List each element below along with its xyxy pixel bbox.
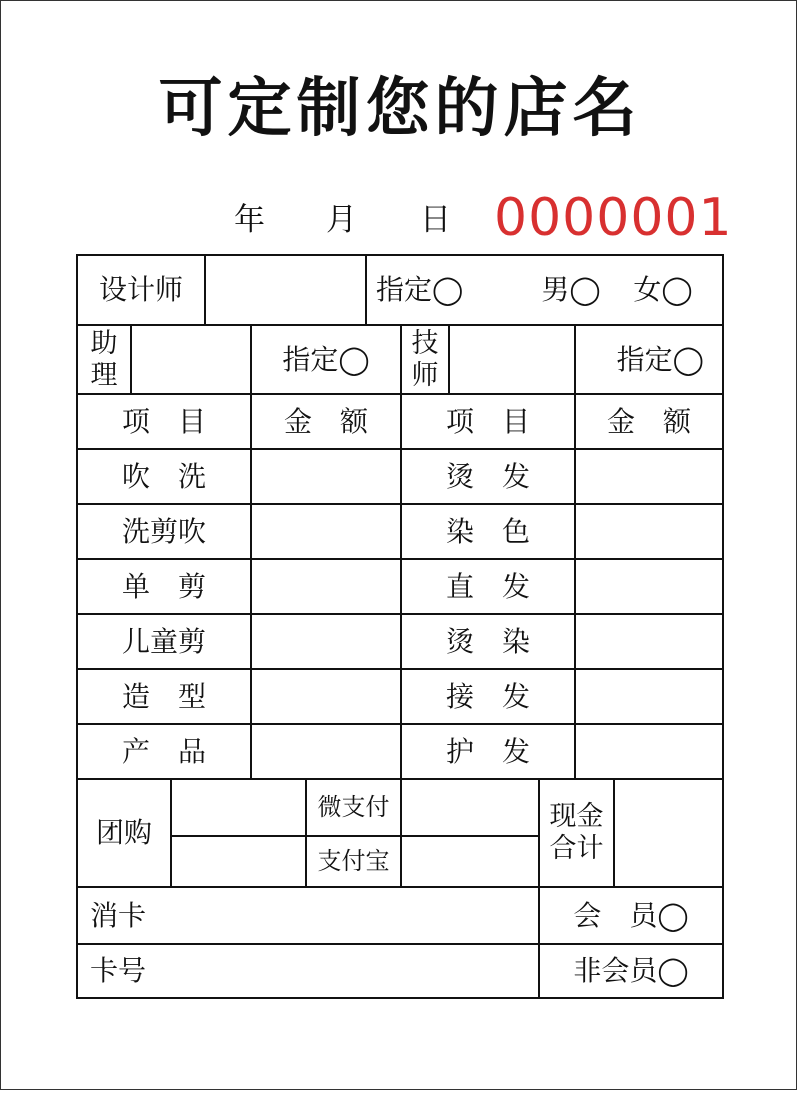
technician-name-field[interactable]	[450, 326, 574, 393]
amount-field[interactable]	[576, 725, 722, 778]
designer-name-field[interactable]	[206, 256, 365, 324]
service-item-blow-wash: 吹 洗	[121, 459, 206, 493]
card-number-label: 卡号	[90, 954, 147, 988]
amount-field[interactable]	[252, 670, 400, 723]
designer-designated-option[interactable]: 指定◯	[376, 273, 464, 307]
cash-total-label-top: 现金	[549, 801, 604, 832]
wechat-pay-label: 微支付	[317, 793, 390, 822]
group-buy-field-1[interactable]	[172, 780, 305, 835]
group-buy-field-2[interactable]	[172, 837, 305, 886]
service-item-perm: 烫 发	[445, 459, 530, 493]
service-item-product: 产 品	[121, 734, 206, 768]
cash-total-label-bottom: 合计	[549, 833, 604, 864]
header-item-left: 项 目	[121, 404, 206, 438]
card-consume-label: 消卡	[90, 898, 147, 932]
amount-field[interactable]	[576, 615, 722, 668]
service-item-styling: 造 型	[121, 679, 206, 713]
group-buy-label: 团购	[95, 816, 152, 850]
amount-field[interactable]	[576, 450, 722, 503]
amount-field[interactable]	[252, 615, 400, 668]
amount-field[interactable]	[576, 670, 722, 723]
date-day-label: 日	[420, 202, 451, 238]
alipay-label: 支付宝	[317, 847, 390, 876]
gender-male-option[interactable]: 男◯	[541, 273, 601, 307]
gender-female-option[interactable]: 女◯	[633, 273, 693, 307]
serial-number: 0000001	[494, 188, 733, 248]
technician-label-bottom: 师	[411, 359, 439, 391]
service-item-dye: 染 色	[445, 514, 530, 548]
date-month-label: 月	[326, 202, 357, 238]
header-amount-left: 金 额	[283, 404, 368, 438]
date-year-label: 年	[234, 202, 265, 238]
amount-field[interactable]	[252, 560, 400, 613]
header-item-right: 项 目	[445, 404, 530, 438]
cash-total-field[interactable]	[615, 780, 722, 886]
member-option[interactable]: 会 员◯	[573, 898, 689, 932]
service-item-hair-care: 护 发	[445, 734, 530, 768]
assistant-designated-option[interactable]: 指定◯	[282, 342, 370, 376]
service-item-single-cut: 单 剪	[121, 569, 206, 603]
technician-label-top: 技	[411, 327, 439, 359]
cash-total-label	[540, 780, 613, 886]
header-amount-right: 金 额	[606, 404, 691, 438]
amount-field[interactable]	[252, 450, 400, 503]
amount-field[interactable]	[252, 725, 400, 778]
technician-label	[402, 326, 448, 393]
technician-designated-option[interactable]: 指定◯	[616, 342, 704, 376]
amount-field[interactable]	[576, 560, 722, 613]
assistant-label-bottom: 理	[90, 359, 118, 391]
amount-field[interactable]	[576, 505, 722, 558]
service-item-straighten: 直 发	[445, 569, 530, 603]
alipay-amount-field[interactable]	[402, 837, 538, 886]
amount-field[interactable]	[252, 505, 400, 558]
designer-label: 设计师	[98, 273, 183, 307]
assistant-label-top: 助	[90, 327, 118, 359]
wechat-pay-amount-field[interactable]	[402, 780, 538, 835]
assistant-name-field[interactable]	[132, 326, 250, 393]
service-item-wash-cut-blow: 洗剪吹	[121, 514, 206, 548]
service-item-child-cut: 儿童剪	[121, 624, 206, 658]
service-item-extension: 接 发	[445, 679, 530, 713]
service-item-perm-dye: 烫 染	[445, 624, 530, 658]
shop-name-title: 可定制您的店名	[158, 72, 642, 146]
assistant-label	[78, 326, 130, 393]
non-member-option[interactable]: 非会员◯	[573, 954, 689, 988]
